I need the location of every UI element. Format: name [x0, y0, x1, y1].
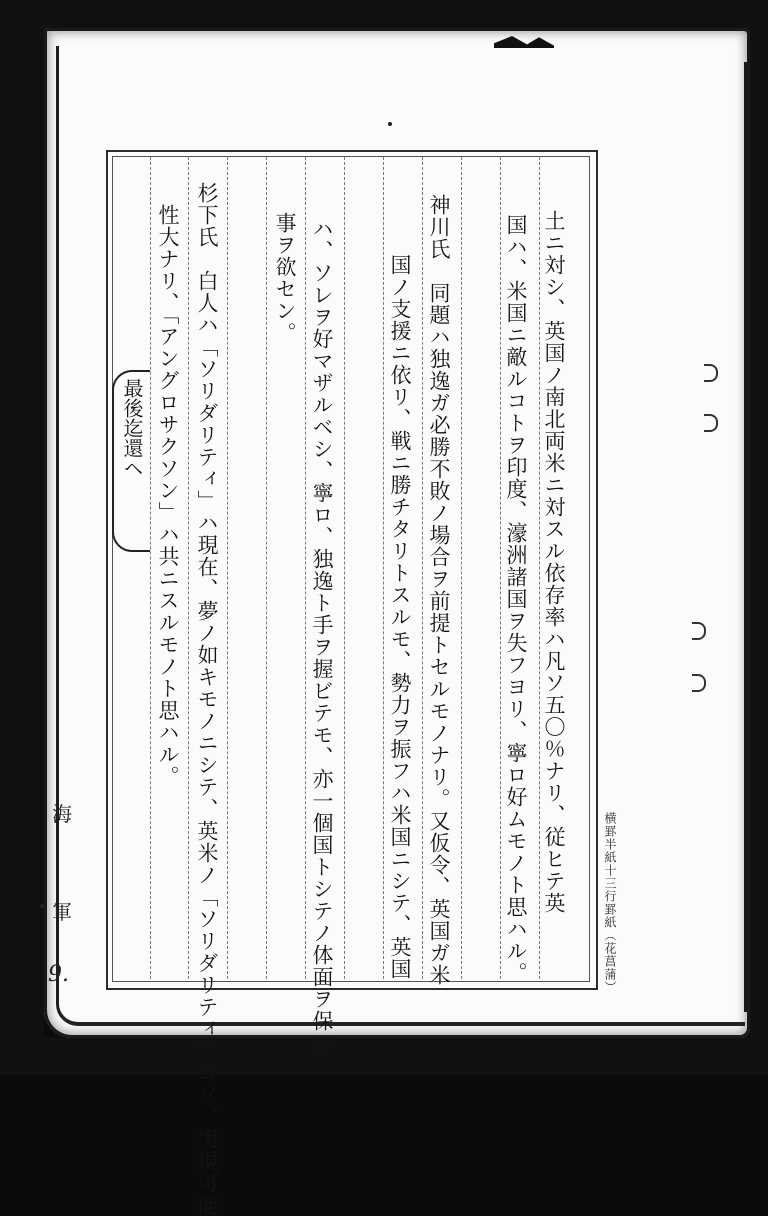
- paper-type-label: 横罫半紙十三行罫紙（花菖蒲）: [603, 812, 617, 994]
- binding-hole: [704, 364, 718, 382]
- column-rule: [150, 157, 151, 979]
- binding-hole: [704, 414, 718, 432]
- column-rule: [383, 157, 384, 979]
- text-column-3: 神川氏 同題ハ独逸ガ必勝不敗ノ場合ヲ前提トセルモノナリ。又仮令、英国ガ米: [427, 194, 451, 986]
- scan-edge-left: [0, 0, 44, 1075]
- column-rule: [422, 157, 423, 979]
- binding-hole: [692, 622, 706, 640]
- column-rule: [305, 157, 306, 979]
- text-column-1: 土ニ対シ、英国ノ南北両米ニ対スル依存率ハ凡ソ五〇％ナリ、従ヒテ英: [542, 210, 566, 914]
- scan-edge-top: [0, 0, 768, 28]
- text-column-5: ハ、ソレヲ好マザルベシ、寧ロ、独逸ト手ヲ握ビテモ、亦一個国トシテノ体面ヲ保ツ: [310, 218, 334, 1054]
- text-column-7: 杉下氏 白人ハ「ソリダリティ」ハ現在、夢ノ如キモノニシテ、英米ノ「ソリダリティ」コソ、実現可能: [195, 182, 219, 1216]
- column-rule: [500, 157, 501, 979]
- text-column-4: 国ノ支援ニ依リ、戦ニ勝チタリトスルモ、勢力ヲ振フハ米国ニシテ、英国: [388, 254, 412, 980]
- margin-annotation: 最後迄還ヘ: [120, 378, 144, 478]
- sheet-right-edge: [744, 62, 748, 1012]
- text-column-2: 国ハ、米国ニ敵ルコトヲ印度、濠洲諸国ヲ失フヨリ、寧ロ好ムモノト思ハル。: [504, 214, 528, 984]
- scan-edge-right: [750, 0, 768, 1075]
- margin-char-gun: 軍: [52, 900, 72, 924]
- binding-hole: [692, 674, 706, 692]
- column-rule: [344, 157, 345, 979]
- scan-edge-bottom: [0, 1038, 768, 1075]
- margin-char-kai: 海: [52, 802, 72, 826]
- scan-speck: [388, 122, 392, 126]
- text-column-8: 性大ナリ、「アングロサクソン」ハ共ニスルモノト思ハル。: [156, 204, 180, 788]
- column-rule: [266, 157, 267, 979]
- column-rule: [227, 157, 228, 979]
- column-rule: [461, 157, 462, 979]
- scan-speck: [40, 904, 44, 908]
- column-rule: [188, 157, 189, 979]
- page-number: 9.: [48, 962, 69, 987]
- text-column-6: 事ヲ欲セン。: [273, 212, 297, 344]
